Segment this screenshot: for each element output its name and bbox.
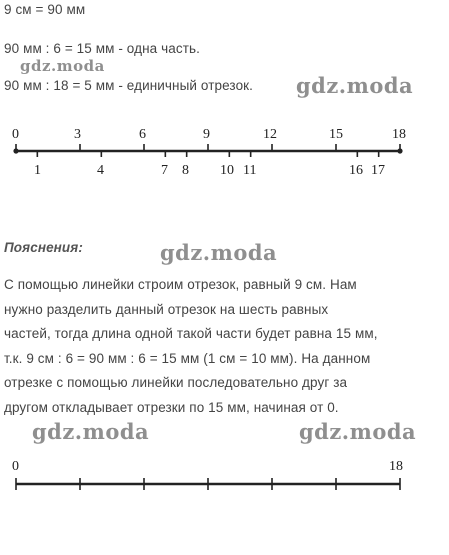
scale1-top-0: 0 xyxy=(12,127,19,142)
scale1-top-3: 3 xyxy=(74,127,81,142)
scale1-bottom-8: 8 xyxy=(182,163,189,178)
scale1-top-12: 12 xyxy=(263,127,277,142)
scale1-bottom-7: 7 xyxy=(161,163,168,178)
scale2-top-0: 0 xyxy=(12,459,19,474)
explanation-line-4: т.к. 9 см : 6 = 90 мм : 6 = 15 мм (1 см = 10 мм). На данном xyxy=(4,351,371,366)
explanation-line-3: частей, тогда длина одной такой части будет равна 15 мм, xyxy=(4,326,378,341)
watermark-2: gdz.moda xyxy=(296,73,414,98)
text-line-3: 90 мм : 18 = 5 мм - единичный отрезок. xyxy=(4,78,254,93)
explanation-line-2: нужно разделить данный отрезок на шесть равных xyxy=(4,302,329,317)
watermark-4: gdz.moda xyxy=(32,419,150,444)
scale1-bottom-1: 1 xyxy=(34,163,41,178)
watermark-5: gdz.moda xyxy=(299,419,417,444)
explanation-line-6: другом откладывает отрезки по 15 мм, начиная от 0. xyxy=(4,400,339,415)
scale1-bottom-4: 4 xyxy=(97,163,104,178)
text-line-2: 90 мм : 6 = 15 мм - одна часть. xyxy=(4,41,200,56)
watermark-3: gdz.moda xyxy=(160,240,278,265)
scale1-bottom-10: 10 xyxy=(220,163,234,178)
explanation-title: Пояснения: xyxy=(4,240,83,255)
scale1-top-15: 15 xyxy=(329,127,343,142)
scale1-bottom-11: 11 xyxy=(243,163,257,178)
scale1-top-9: 9 xyxy=(203,127,210,142)
text-line-1: 9 см = 90 мм xyxy=(4,2,86,17)
scale1-bottom-17: 17 xyxy=(371,163,385,178)
explanation-line-5: отрезке с помощью линейки последовательно друг за xyxy=(4,375,348,390)
scale1-top-6: 6 xyxy=(139,127,146,142)
scale1-top-18: 18 xyxy=(392,127,406,142)
watermark-1: gdz.moda xyxy=(20,57,105,75)
scale1-bottom-16: 16 xyxy=(349,163,363,178)
scale2-top-18: 18 xyxy=(389,459,403,474)
explanation-line-1: С помощью линейки строим отрезок, равный 9 см. Нам xyxy=(4,277,357,292)
